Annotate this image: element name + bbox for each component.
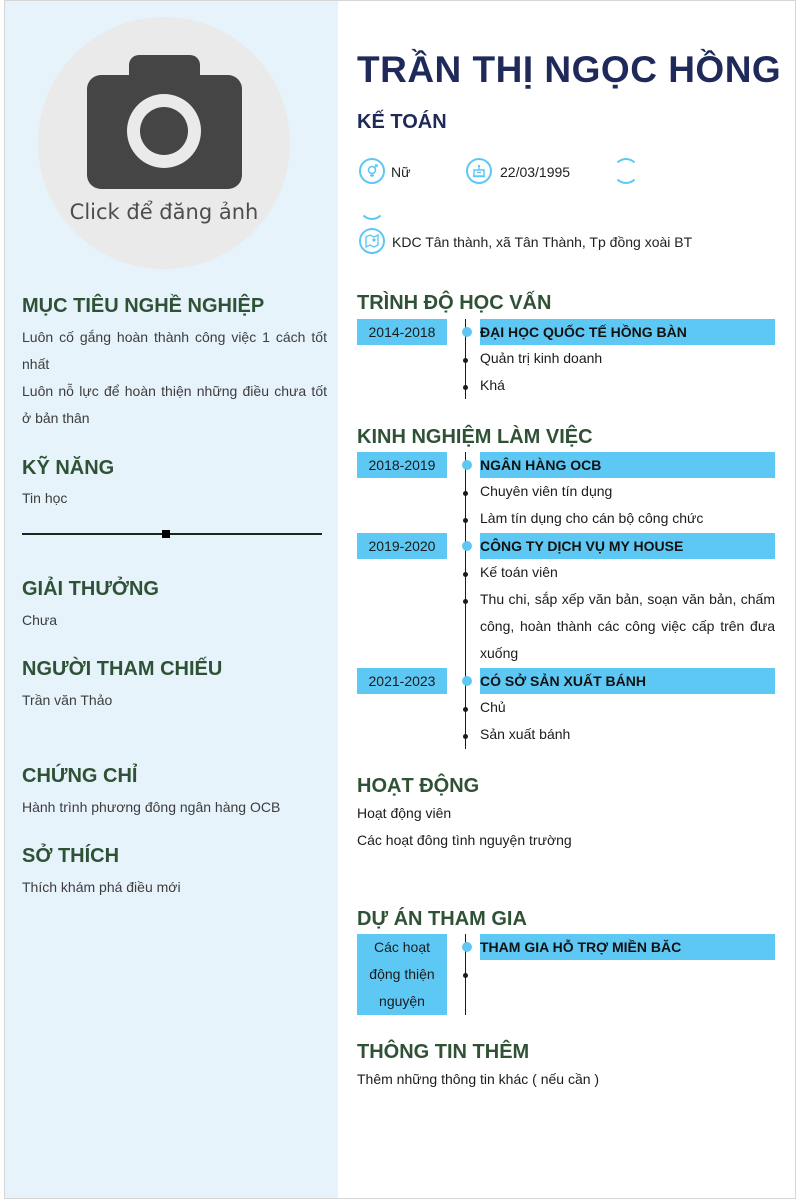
experience-detail: Thu chi, sắp xếp văn bản, soạn văn bản, chấm công, hoàn thành các công việc cấp trên đưa xuống	[480, 591, 775, 661]
skills-title: KỸ NĂNG	[22, 457, 115, 479]
experience-detail: Sản xuất bánh	[480, 726, 571, 742]
email-icon	[359, 194, 385, 220]
references-text: Trần văn Thảo	[22, 692, 113, 708]
cv-page	[4, 0, 796, 1199]
main-content	[338, 1, 795, 1198]
objective-text	[22, 324, 327, 432]
birthday-value: 22/03/1995	[500, 164, 571, 180]
timeline-dot	[462, 676, 472, 686]
timeline-dot	[462, 541, 472, 551]
extra-title: THÔNG TIN THÊM	[357, 1041, 530, 1063]
phone-icon	[613, 158, 639, 184]
objective-title: MỤC TIÊU NGHỀ NGHIỆP	[22, 295, 265, 317]
bullet-dot	[463, 734, 468, 739]
experience-detail: Kế toán viên	[480, 564, 558, 580]
experience-org: CÔNG TY DỊCH VỤ MY HOUSE	[480, 533, 775, 559]
hobbies-title: SỞ THÍCH	[22, 845, 120, 867]
job-position: KẾ TOÁN	[357, 111, 447, 133]
experience-year: 2021-2023	[357, 668, 447, 694]
bullet-dot	[463, 358, 468, 363]
education-detail: Quản trị kinh doanh	[480, 350, 603, 366]
education-year: 2014-2018	[357, 319, 447, 345]
location-icon	[359, 228, 385, 254]
bullet-dot	[463, 491, 468, 496]
bullet-dot	[463, 385, 468, 390]
experience-org: NGÂN HÀNG OCB	[480, 452, 775, 478]
awards-title: GIẢI THƯỞNG	[22, 578, 159, 600]
photo-caption: Click để đăng ảnh	[69, 200, 259, 224]
bullet-dot	[463, 707, 468, 712]
skill-name: Tin học	[22, 490, 68, 506]
experience-detail: Làm tín dụng cho cán bộ công chức	[480, 510, 704, 526]
bullet-dot	[463, 518, 468, 523]
timeline-dot	[462, 460, 472, 470]
bullet-dot	[463, 572, 468, 577]
extra-text: Thêm những thông tin khác ( nếu cần )	[357, 1071, 600, 1087]
gender-value: Nữ	[391, 164, 411, 180]
activities-line: Hoạt động viên	[357, 805, 452, 821]
project-label: Các hoạt động thiện nguyện	[357, 934, 447, 1015]
timeline-dot	[462, 942, 472, 952]
sidebar	[5, 1, 338, 1198]
bullet-dot	[463, 973, 468, 978]
skill-level-bar	[22, 533, 322, 535]
certificates-text: Hành trình phương đông ngân hàng OCB	[22, 799, 281, 815]
education-detail: Khá	[480, 377, 505, 393]
experience-title: KINH NGHIỆM LÀM VIỆC	[357, 426, 593, 448]
objective-line: Luôn cố gắng hoàn thành công việc 1 cách tốt nhất	[22, 329, 327, 372]
experience-year: 2019-2020	[357, 533, 447, 559]
references-title: NGƯỜI THAM CHIẾU	[22, 658, 223, 680]
certificates-title: CHỨNG CHỈ	[22, 765, 138, 787]
awards-text: Chưa	[22, 612, 58, 628]
education-title: TRÌNH ĐỘ HỌC VẤN	[357, 292, 552, 314]
project-org: THAM GIA HỖ TRỢ MIỀN BĂC	[480, 934, 775, 960]
objective-line: Luôn nỗ lực để hoàn thiện những điều chưa tốt ở bản thân	[22, 383, 327, 426]
activities-title: HOẠT ĐỘNG	[357, 775, 480, 797]
experience-org: CÓ SỞ SẢN XUẤT BÁNH	[480, 668, 775, 694]
photo-upload[interactable]	[38, 17, 290, 269]
candidate-name: TRẦN THỊ NGỌC HỒNG	[357, 49, 782, 90]
camera-icon	[87, 55, 242, 190]
address-value: KDC Tân thành, xã Tân Thành, Tp đồng xoài BT	[392, 234, 693, 250]
birthday-icon	[466, 158, 492, 184]
activities-line: Các hoạt đông tình nguyện trường	[357, 832, 572, 848]
education-org: ĐẠI HỌC QUỐC TẾ HỒNG BÀN	[480, 319, 775, 345]
experience-detail: Chuyên viên tín dụng	[480, 483, 613, 499]
projects-title: DỰ ÁN THAM GIA	[357, 908, 527, 930]
skill-level-knob[interactable]	[162, 530, 170, 538]
experience-year: 2018-2019	[357, 452, 447, 478]
timeline-dot	[462, 327, 472, 337]
gender-icon	[359, 158, 385, 184]
bullet-dot	[463, 599, 468, 604]
experience-detail: Chủ	[480, 699, 506, 715]
hobbies-text: Thích khám phá điều mới	[22, 879, 181, 895]
